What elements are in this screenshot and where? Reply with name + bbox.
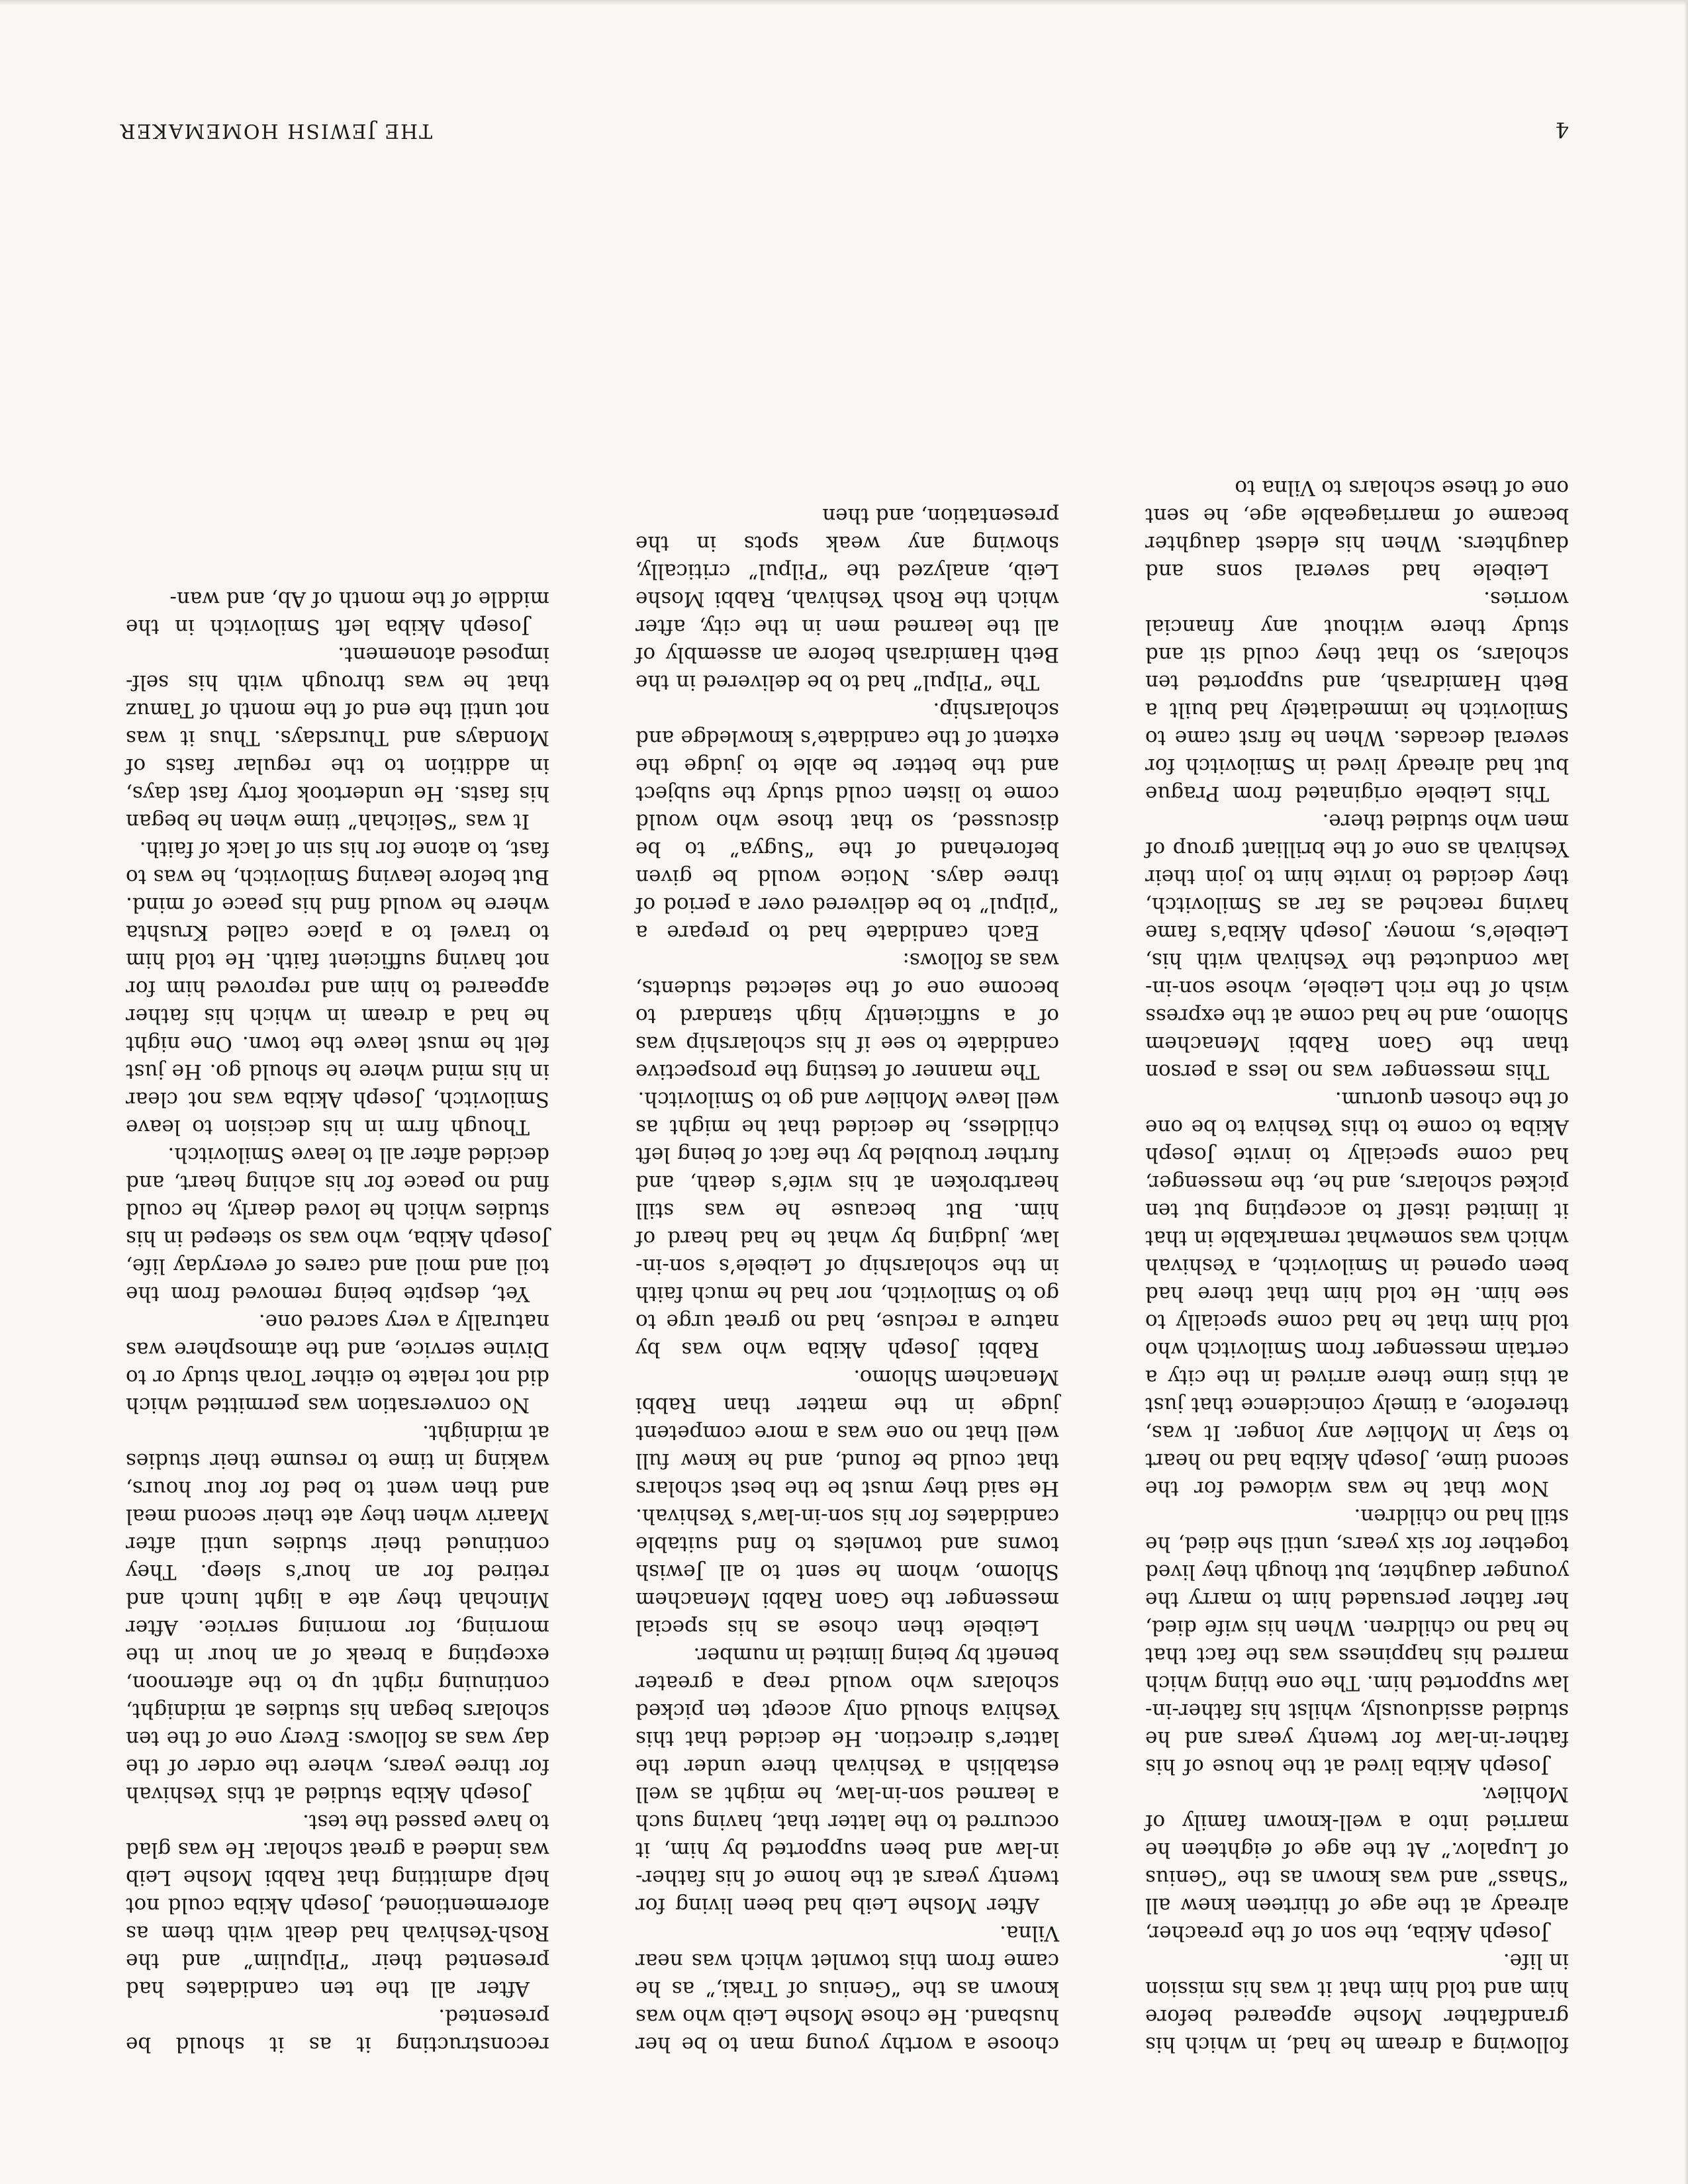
running-footer-title: THE JEWISH HOMEMAKER	[119, 119, 433, 142]
paragraph: Leibele then chose as his special messenger the Gaon Rabbi Menachem Shlomo, whom he sent to all Jewish towns and townlets to find suitable candidates for his son-in-law’s Yeshivah. He said they must be the best scholars that could be found, and he knew full well that no one was a more competent judge in the matter than Rabbi Menachem Shlomo.	[635, 1365, 1059, 1639]
paragraph: Though firm in his decision to leave Smilovitch, Joseph Akiba was not clear in his mind where he should go. He just felt he must leave the town. One night he had a dream in which his father appeared to him and reproved him for not having sufficient faith. He told him to travel to a place called Krushta where he would find his peace of mind. But before leaving Smilovitch, he was to fast, to atone for his sin of lack of faith.	[126, 837, 549, 1139]
paragraph: Joseph Akiba left Smilovitch in the middle of the month of Ab, and wan-	[126, 587, 549, 639]
paragraph: The manner of testing the prospective candidate to see if his scholarship was of a sufficiently high standard to become one of the selected students, was as follows:	[635, 948, 1059, 1083]
paragraph: No conversation was permitted which did not relate to either Torah study or to Divine service, and the atmosphere was naturally a very sacred one.	[126, 1310, 549, 1417]
paragraph: choose a worthy young man to be her husband. He chose Moshe Leib who was known as the “Genius of Traki,” as he came from this townlet which was near Vilna.	[635, 1921, 1059, 2056]
paragraph: After Moshe Leib had been living for twenty years at the home of his father-in-law and been supported by him, it occurred to the latter that, having such a learned son-in-law, he might as well establish a Yeshivah there under the latter’s direction. He decided that this Yeshiva should only accept ten picked scholars who would reap a greater benefit by being limited in number.	[635, 1643, 1059, 1917]
page-number: 4	[1554, 117, 1569, 142]
paragraph: following a dream he had, in which his grandfather Moshe appeared before him and told him that it was his mission in life.	[1145, 1949, 1569, 2056]
paragraph: The “Pilpul” had to be delivered in the Beth Hamidrash before an assembly of all the learned men in the city, after which the Rosh Yeshivah, Rabbi Moshe Leib, analyzed the “Pilpul” critically, showing any weak spots in the presentation, and then	[635, 504, 1059, 694]
scan-edge	[1684, 0, 1688, 2184]
paragraph: Each candidate had to prepare a “pilpul” to be delivered over a period of three days. Notice would be given beforehand of the “Sugya” to be discussed, so that those who would come to listen could study the subject and the better be able to judge the extent of the candidate’s knowledge and scholarship.	[635, 698, 1059, 944]
paragraph: Joseph Akiba lived at the house of his father-in-law for twenty years and he studied assiduously, whilst his father-in-law supported him. The one thing which marred his happiness was the fact that he had no children. When his wife died, her father persuaded him to marry the younger daughter, but though they lived together for six years, until she died, he still had no children.	[1145, 1504, 1569, 1778]
paragraph: Joseph Akiba, the son of the preacher, already at the age of thirteen knew all “Shass” and was known as the “Genius of Lupalov.” At the age of eighteen he married into a well-known family of Mohilev.	[1145, 1782, 1569, 1945]
paragraph: reconstructing it as it should be presented.	[126, 2005, 549, 2056]
paragraph: It was “Selichah” time when he began his fasts. He undertook forty fast days, in addition to the regular fasts of Mondays and Thursdays. Thus it was not until the end of the month of Tamuz that he was through with his self-imposed atonement.	[126, 643, 549, 833]
paragraph: Joseph Akiba studied at this Yeshivah for three years, where the order of the day was as follows: Every one of the ten scholars began his studies at midnight, continuing right up to the afternoon, excepting a break of an hour in the morning, for morning service. After Minchah they ate a light lunch and retired for an hour’s sleep. They continued their studies until after Maariv when they ate their second meal and then went to bed for four hours, waking in time to resume their studies at midnight.	[126, 1421, 549, 1806]
text-column-1	[1145, 474, 1569, 2058]
paragraph: This messenger was no less a person than the Gaon Rabbi Menachem Shlomo, and he had come at the express wish of the rich Leibele, whose son-in-law conducted the Yeshivah with his, Leibele’s, money. Joseph Akiba’s fame having reached as far as Smilovitch, they decided to invite him to join their Yeshivah as one of the brilliant group of men who studied there.	[1145, 809, 1569, 1083]
paragraph: Now that he was widowed for the second time, Joseph Akiba had no heart to stay in Mohilev any longer. It was, therefore, a timely coincidence that just at this time there arrived in the city a certain messenger from Smilovitch who told him that he had come specially to see him. He told him that there had been opened in Smilovitch, a Yeshivah which was somewhat remarkable in that it limited itself to accepting but ten picked scholars, and he, the messenger, had come specially to invite Joseph Akiba to come to this Yeshiva to be one of the chosen quorum.	[1145, 1087, 1569, 1500]
paragraph: This Leibele originated from Prague but had already lived in Smilovitch for several decades. When he first came to Smilovitch he immediately had built a Beth Hamidrash, and supported ten scholars, so that they could sit and study there without any financial worries.	[1145, 587, 1569, 805]
text-column-3	[126, 585, 549, 2058]
paragraph: After all the ten candidates had presented their “Pilpulim” and the Rosh-Yeshivah had dealt with them as aforementioned, Joseph Akiba could not help admitting that Rabbi Moshe Leib was indeed a great scholar. He was glad to have passed the test.	[126, 1810, 549, 2001]
text-column-2	[635, 502, 1059, 2058]
scan-edge	[0, 0, 1688, 5]
paragraph: Rabbi Joseph Akiba who was by nature a recluse, had no great urge to go to Smilovitch, nor had he much faith in the scholarship of Leibele’s son-in-law, judging by what he had heard of him. But because he was still heartbroken at his wife’s death, and further troubled by the fact of being left childless, he decided that he might as well leave Mohilev and go to Smilovitch.	[635, 1087, 1059, 1361]
paragraph: Leibele had several sons and daughters. When his eldest daughter became of marriageable age, he sent one of these scholars to Vilna to	[1145, 476, 1569, 583]
paragraph: Yet, despite being removed from the toil and moil and cares of everyday life, Joseph Akiba, who was so steeped in his studies which he loved dearly, he could find no peace for his aching heart, and decided after all to leave Smilovitch.	[126, 1143, 549, 1306]
